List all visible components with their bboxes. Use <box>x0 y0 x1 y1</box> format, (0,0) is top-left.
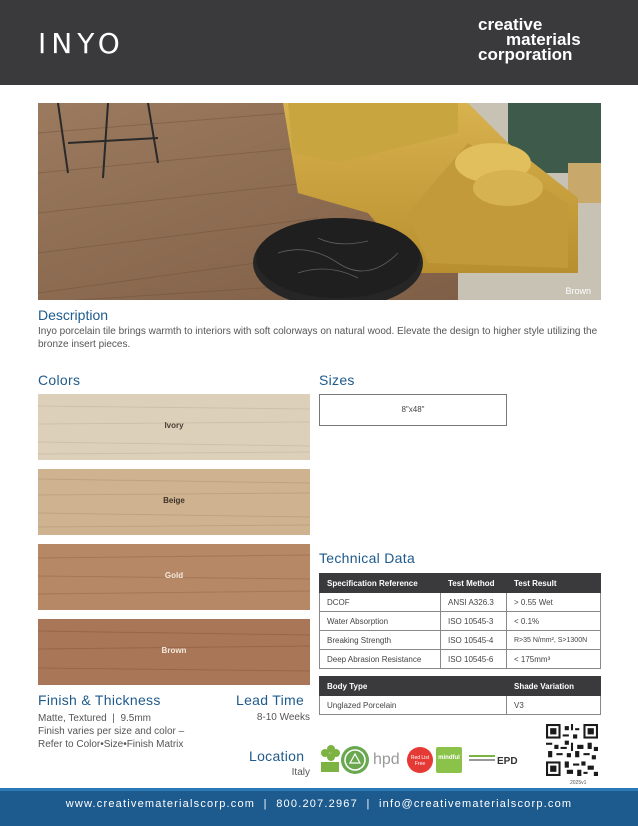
footer-accent-line <box>0 788 638 791</box>
finish-details <box>38 712 238 751</box>
table-header-row <box>320 574 601 593</box>
mindful-materials-icon <box>436 747 462 773</box>
table-row <box>320 593 601 612</box>
leed-icon <box>321 745 340 772</box>
color-label: Gold <box>164 571 184 580</box>
column-header: Test Method <box>441 574 507 593</box>
certification-logos <box>319 742 539 778</box>
footer-bar <box>0 788 638 826</box>
header-bar <box>0 0 638 85</box>
table-row <box>320 696 601 715</box>
table-cell: ANSI A326.3 <box>441 593 507 612</box>
color-swatch-ivory <box>38 394 310 460</box>
recycle-seal-icon <box>341 746 369 774</box>
column-header: Body Type <box>320 677 507 696</box>
finish-line-3: Refer to Color•Size•Finish Matrix <box>38 739 184 750</box>
table-cell: ISO 10545-3 <box>441 612 507 631</box>
location-value: Italy <box>291 767 310 778</box>
table-cell: R>35 N/mm², S>1300N <box>507 631 601 650</box>
product-title: INYO <box>38 27 125 60</box>
sizes-heading: Sizes <box>319 372 355 388</box>
hero-image <box>38 103 601 300</box>
brand-line-1: creative <box>478 15 543 34</box>
table-header-row <box>320 677 601 696</box>
table-row <box>320 650 601 669</box>
hpd-icon <box>373 751 400 768</box>
color-label: Ivory <box>164 421 184 430</box>
finish-heading: Finish & Thickness <box>38 692 161 708</box>
body-type-table <box>319 676 601 715</box>
hero-caption: Brown <box>565 286 591 296</box>
color-label: Beige <box>163 496 185 505</box>
table-cell: < 175mm³ <box>507 650 601 669</box>
finish-line-2: Finish varies per size and color – <box>38 726 185 737</box>
table-cell: V3 <box>507 696 601 715</box>
location-heading: Location <box>249 748 305 764</box>
red-list-free-icon <box>407 747 433 773</box>
table-cell: ISO 10545-6 <box>441 650 507 669</box>
color-swatch-beige <box>38 469 310 535</box>
finish-line-1: Matte, Textured | 9.5mm <box>38 713 152 724</box>
table-cell: Unglazed Porcelain <box>320 696 507 715</box>
description-heading: Description <box>38 307 109 323</box>
color-label: Brown <box>161 646 187 655</box>
brand-line-3: corporation <box>478 45 573 64</box>
epd-icon <box>469 756 518 767</box>
mindful-text: mindful <box>438 755 460 761</box>
table-cell: Breaking Strength <box>320 631 441 650</box>
table-cell: DCOF <box>320 593 441 612</box>
svg-text:Free: Free <box>414 761 426 767</box>
table-cell: Water Absorption <box>320 612 441 631</box>
red-list-text: Red List <box>410 755 430 761</box>
technical-heading: Technical Data <box>319 550 416 566</box>
color-swatch-brown <box>38 619 310 685</box>
version-label: 2025v1 <box>570 780 587 786</box>
colors-heading: Colors <box>38 372 81 388</box>
certification-icons <box>319 742 539 778</box>
brand-line-2: materials <box>506 30 581 49</box>
brand-logo <box>478 17 598 62</box>
footer-contact-text[interactable]: www.creativematerialscorp.com | 800.207.2967 | info@creativematerialscorp.com <box>65 798 573 810</box>
table-row <box>320 631 601 650</box>
lead-time-value: 8-10 Weeks <box>256 712 310 723</box>
table-cell: ISO 10545-4 <box>441 631 507 650</box>
epd-text: EPD <box>497 756 518 767</box>
hero-room-illustration <box>38 103 601 300</box>
column-header: Specification Reference <box>320 574 441 593</box>
color-swatch-gold <box>38 544 310 610</box>
qr-code-icon[interactable] <box>546 724 598 776</box>
lead-time-heading: Lead Time <box>236 692 305 708</box>
technical-data-table <box>319 573 601 669</box>
hpd-text: hpd <box>373 751 400 768</box>
column-header: Shade Variation <box>507 677 601 696</box>
description-text: Inyo porcelain tile brings warmth to interiors with soft colorways on natural wood. Elevate the design to higher style utilizing the bronze insert pieces. <box>38 326 598 350</box>
table-row <box>320 612 601 631</box>
size-option: 8"x48" <box>319 394 507 426</box>
table-cell: < 0.1% <box>507 612 601 631</box>
column-header: Test Result <box>507 574 601 593</box>
table-cell: Deep Abrasion Resistance <box>320 650 441 669</box>
table-cell: > 0.55 Wet <box>507 593 601 612</box>
